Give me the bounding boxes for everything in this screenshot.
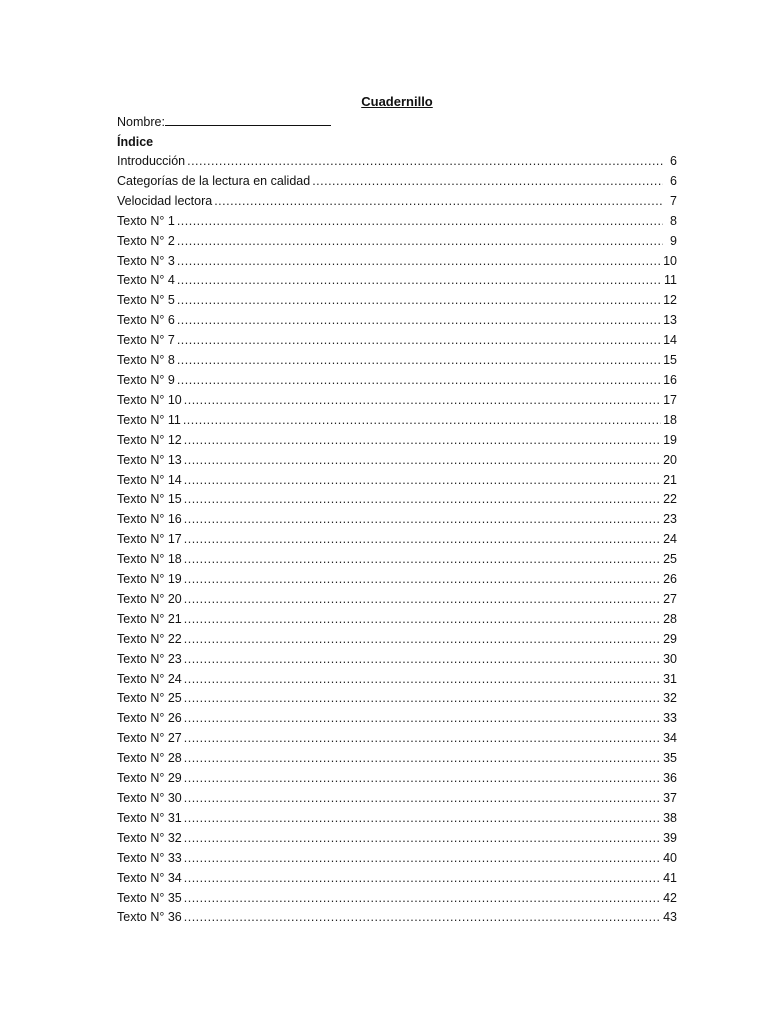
name-label: Nombre: bbox=[117, 115, 165, 129]
toc-entry[interactable] bbox=[117, 431, 677, 451]
toc-entry-page-number: 20 bbox=[663, 452, 677, 467]
toc-entry-page-number: 9 bbox=[670, 233, 677, 248]
toc-entry-page-number: 22 bbox=[663, 492, 677, 507]
toc-entry-page-number: 10 bbox=[663, 253, 677, 268]
toc-entry-label: Texto N° 3 bbox=[117, 253, 175, 268]
toc-entry-page-number: 11 bbox=[664, 273, 677, 288]
toc-entry-page-number: 7 bbox=[670, 193, 677, 208]
toc-dot-leader bbox=[184, 789, 661, 809]
toc-entry[interactable] bbox=[117, 729, 677, 749]
toc-entry-label: Texto N° 14 bbox=[117, 472, 182, 487]
toc-dot-leader bbox=[183, 411, 661, 431]
toc-dot-leader bbox=[184, 829, 661, 849]
toc-entry[interactable] bbox=[117, 291, 677, 311]
toc-dot-leader bbox=[184, 391, 661, 411]
toc-entry-page-number: 16 bbox=[663, 372, 677, 387]
toc-entry-page-number: 23 bbox=[663, 512, 677, 527]
toc-entry-label: Texto N° 1 bbox=[117, 213, 175, 228]
toc-entry-page-number: 33 bbox=[663, 711, 677, 726]
toc-dot-leader bbox=[184, 550, 661, 570]
toc-entry[interactable] bbox=[117, 749, 677, 769]
toc-dot-leader bbox=[184, 849, 661, 869]
toc-entry[interactable] bbox=[117, 590, 677, 610]
toc-entry-page-number: 42 bbox=[663, 890, 677, 905]
toc-entry-label: Texto N° 32 bbox=[117, 830, 182, 845]
toc-dot-leader bbox=[184, 471, 661, 491]
toc-dot-leader bbox=[184, 889, 661, 909]
toc-entry[interactable] bbox=[117, 331, 677, 351]
toc-entry-label: Texto N° 20 bbox=[117, 591, 182, 606]
toc-dot-leader bbox=[184, 650, 661, 670]
toc-entry-label: Texto N° 35 bbox=[117, 890, 182, 905]
toc-entry-label: Texto N° 22 bbox=[117, 631, 182, 646]
toc-entry-label: Categorías de la lectura en calidad bbox=[117, 173, 311, 188]
name-field-row bbox=[117, 112, 677, 132]
toc-entry-label: Texto N° 7 bbox=[117, 333, 175, 348]
toc-entry-page-number: 34 bbox=[663, 731, 677, 746]
toc-entry-page-number: 37 bbox=[663, 791, 677, 805]
toc-entry-label: Texto N° 2 bbox=[117, 233, 175, 248]
toc-entry-label: Texto N° 28 bbox=[117, 751, 182, 766]
toc-entry-label: Texto N° 13 bbox=[117, 452, 182, 467]
toc-entry[interactable] bbox=[117, 670, 677, 690]
toc-entry-page-number: 43 bbox=[663, 910, 677, 925]
toc-dot-leader bbox=[184, 590, 661, 610]
toc-entry-label: Texto N° 16 bbox=[117, 512, 182, 527]
toc-entry-page-number: 28 bbox=[663, 611, 677, 626]
toc-entry-page-number: 30 bbox=[663, 651, 677, 666]
toc-entry[interactable] bbox=[117, 689, 677, 709]
toc-dot-leader bbox=[184, 670, 661, 690]
toc-entry-page-number: 21 bbox=[663, 472, 677, 487]
toc-entry[interactable] bbox=[117, 789, 677, 809]
toc-dot-leader bbox=[184, 431, 661, 451]
toc-dot-leader bbox=[184, 908, 661, 928]
toc-entry-label: Texto N° 34 bbox=[117, 870, 182, 885]
toc-dot-leader bbox=[184, 729, 661, 749]
toc-dot-leader bbox=[184, 451, 661, 471]
toc-dot-leader bbox=[184, 570, 661, 590]
toc-dot-leader bbox=[184, 809, 661, 829]
toc-entry-page-number: 14 bbox=[663, 333, 677, 348]
toc-entry[interactable] bbox=[117, 471, 677, 491]
toc-entry-label: Texto N° 26 bbox=[117, 711, 182, 726]
toc-entry-page-number: 18 bbox=[663, 412, 677, 427]
toc-dot-leader bbox=[177, 232, 663, 252]
toc-entry[interactable] bbox=[117, 630, 677, 650]
document-page bbox=[117, 92, 677, 928]
toc-entry-page-number: 36 bbox=[663, 771, 677, 786]
toc-entry[interactable] bbox=[117, 650, 677, 670]
toc-entry[interactable] bbox=[117, 490, 677, 510]
toc-entry[interactable] bbox=[117, 849, 677, 869]
toc-entry[interactable] bbox=[117, 889, 677, 909]
toc-entry[interactable] bbox=[117, 212, 677, 232]
toc-dot-leader bbox=[187, 152, 663, 172]
toc-entry[interactable] bbox=[117, 809, 677, 829]
toc-dot-leader bbox=[312, 172, 663, 192]
toc-entry[interactable] bbox=[117, 610, 677, 630]
toc-entry-page-number: 40 bbox=[663, 850, 677, 865]
toc-dot-leader bbox=[184, 869, 661, 889]
title-row bbox=[117, 92, 677, 112]
toc-entry-label: Texto N° 15 bbox=[117, 492, 182, 507]
table-of-contents bbox=[117, 152, 677, 928]
toc-entry-label: Texto N° 8 bbox=[117, 353, 175, 368]
toc-entry-page-number: 31 bbox=[663, 671, 677, 686]
toc-entry-label: Texto N° 27 bbox=[117, 731, 182, 746]
toc-dot-leader bbox=[177, 252, 661, 272]
toc-entry-label: Texto N° 11 bbox=[117, 412, 181, 427]
toc-entry-page-number: 15 bbox=[663, 353, 677, 368]
toc-dot-leader bbox=[184, 610, 661, 630]
toc-entry-label: Texto N° 29 bbox=[117, 771, 182, 786]
toc-dot-leader bbox=[177, 371, 661, 391]
toc-entry[interactable] bbox=[117, 152, 677, 172]
toc-entry-page-number: 6 bbox=[670, 173, 677, 188]
index-heading: Índice bbox=[117, 135, 154, 149]
toc-entry-page-number: 41 bbox=[663, 870, 677, 885]
toc-entry-page-number: 25 bbox=[663, 552, 677, 567]
toc-entry-page-number: 26 bbox=[663, 572, 677, 587]
toc-entry[interactable] bbox=[117, 311, 677, 331]
toc-entry[interactable] bbox=[117, 869, 677, 889]
toc-entry-label: Texto N° 17 bbox=[117, 532, 182, 547]
toc-dot-leader bbox=[177, 351, 661, 371]
toc-dot-leader bbox=[177, 212, 663, 232]
toc-dot-leader bbox=[177, 291, 661, 311]
toc-entry[interactable] bbox=[117, 451, 677, 471]
toc-entry-label: Texto N° 36 bbox=[117, 910, 182, 925]
toc-entry-label: Texto N° 23 bbox=[117, 651, 182, 666]
toc-dot-leader bbox=[177, 311, 661, 331]
toc-entry-page-number: 6 bbox=[670, 154, 677, 168]
toc-dot-leader bbox=[214, 192, 663, 212]
toc-entry-label: Texto N° 5 bbox=[117, 293, 175, 308]
toc-entry[interactable] bbox=[117, 252, 677, 272]
toc-dot-leader bbox=[177, 331, 661, 351]
toc-entry[interactable] bbox=[117, 550, 677, 570]
toc-dot-leader bbox=[184, 510, 661, 530]
toc-entry-label: Texto N° 6 bbox=[117, 313, 175, 328]
toc-dot-leader bbox=[184, 490, 661, 510]
toc-entry[interactable] bbox=[117, 371, 677, 391]
toc-entry[interactable] bbox=[117, 570, 677, 590]
toc-entry-label: Texto N° 10 bbox=[117, 392, 182, 407]
toc-entry-label: Texto N° 30 bbox=[117, 791, 182, 805]
toc-dot-leader bbox=[184, 749, 661, 769]
toc-entry-label: Texto N° 31 bbox=[117, 810, 182, 825]
toc-entry[interactable] bbox=[117, 709, 677, 729]
toc-entry[interactable] bbox=[117, 232, 677, 252]
toc-entry-label: Texto N° 12 bbox=[117, 432, 182, 447]
toc-entry[interactable] bbox=[117, 510, 677, 530]
toc-entry-page-number: 35 bbox=[663, 751, 677, 766]
toc-entry[interactable] bbox=[117, 530, 677, 550]
toc-entry-label: Texto N° 25 bbox=[117, 691, 182, 706]
toc-dot-leader bbox=[184, 769, 661, 789]
toc-entry[interactable] bbox=[117, 172, 677, 192]
toc-entry[interactable] bbox=[117, 411, 677, 431]
toc-dot-leader bbox=[184, 630, 661, 650]
toc-entry[interactable] bbox=[117, 192, 677, 212]
toc-entry[interactable] bbox=[117, 391, 677, 411]
toc-entry-page-number: 32 bbox=[663, 691, 677, 706]
toc-entry[interactable] bbox=[117, 908, 677, 928]
toc-entry-label: Texto N° 4 bbox=[117, 273, 175, 288]
toc-dot-leader bbox=[177, 271, 662, 291]
toc-entry-page-number: 24 bbox=[663, 532, 677, 547]
toc-dot-leader bbox=[184, 709, 661, 729]
toc-entry-label: Velocidad lectora bbox=[117, 193, 213, 208]
toc-entry-page-number: 17 bbox=[663, 392, 677, 407]
toc-entry-label: Texto N° 18 bbox=[117, 552, 182, 567]
toc-entry-label: Introducción bbox=[117, 154, 186, 168]
toc-entry-page-number: 8 bbox=[670, 213, 677, 228]
toc-entry-page-number: 29 bbox=[663, 631, 677, 646]
toc-entry[interactable] bbox=[117, 829, 677, 849]
toc-entry-label: Texto N° 19 bbox=[117, 572, 182, 587]
toc-dot-leader bbox=[184, 530, 661, 550]
toc-entry-page-number: 38 bbox=[663, 810, 677, 825]
toc-entry-label: Texto N° 24 bbox=[117, 671, 182, 686]
toc-entry-page-number: 12 bbox=[663, 293, 677, 308]
toc-entry[interactable] bbox=[117, 769, 677, 789]
toc-entry[interactable] bbox=[117, 351, 677, 371]
toc-entry-page-number: 19 bbox=[663, 432, 677, 447]
toc-entry[interactable] bbox=[117, 271, 677, 291]
toc-entry-page-number: 39 bbox=[663, 830, 677, 845]
document-title: Cuadernillo bbox=[361, 94, 433, 109]
toc-entry-label: Texto N° 33 bbox=[117, 850, 182, 865]
toc-entry-label: Texto N° 9 bbox=[117, 372, 175, 387]
toc-entry-page-number: 27 bbox=[663, 591, 677, 606]
toc-dot-leader bbox=[184, 689, 661, 709]
toc-entry-label: Texto N° 21 bbox=[117, 611, 182, 626]
toc-entry-page-number: 13 bbox=[663, 313, 677, 328]
name-blank-line bbox=[165, 112, 331, 126]
